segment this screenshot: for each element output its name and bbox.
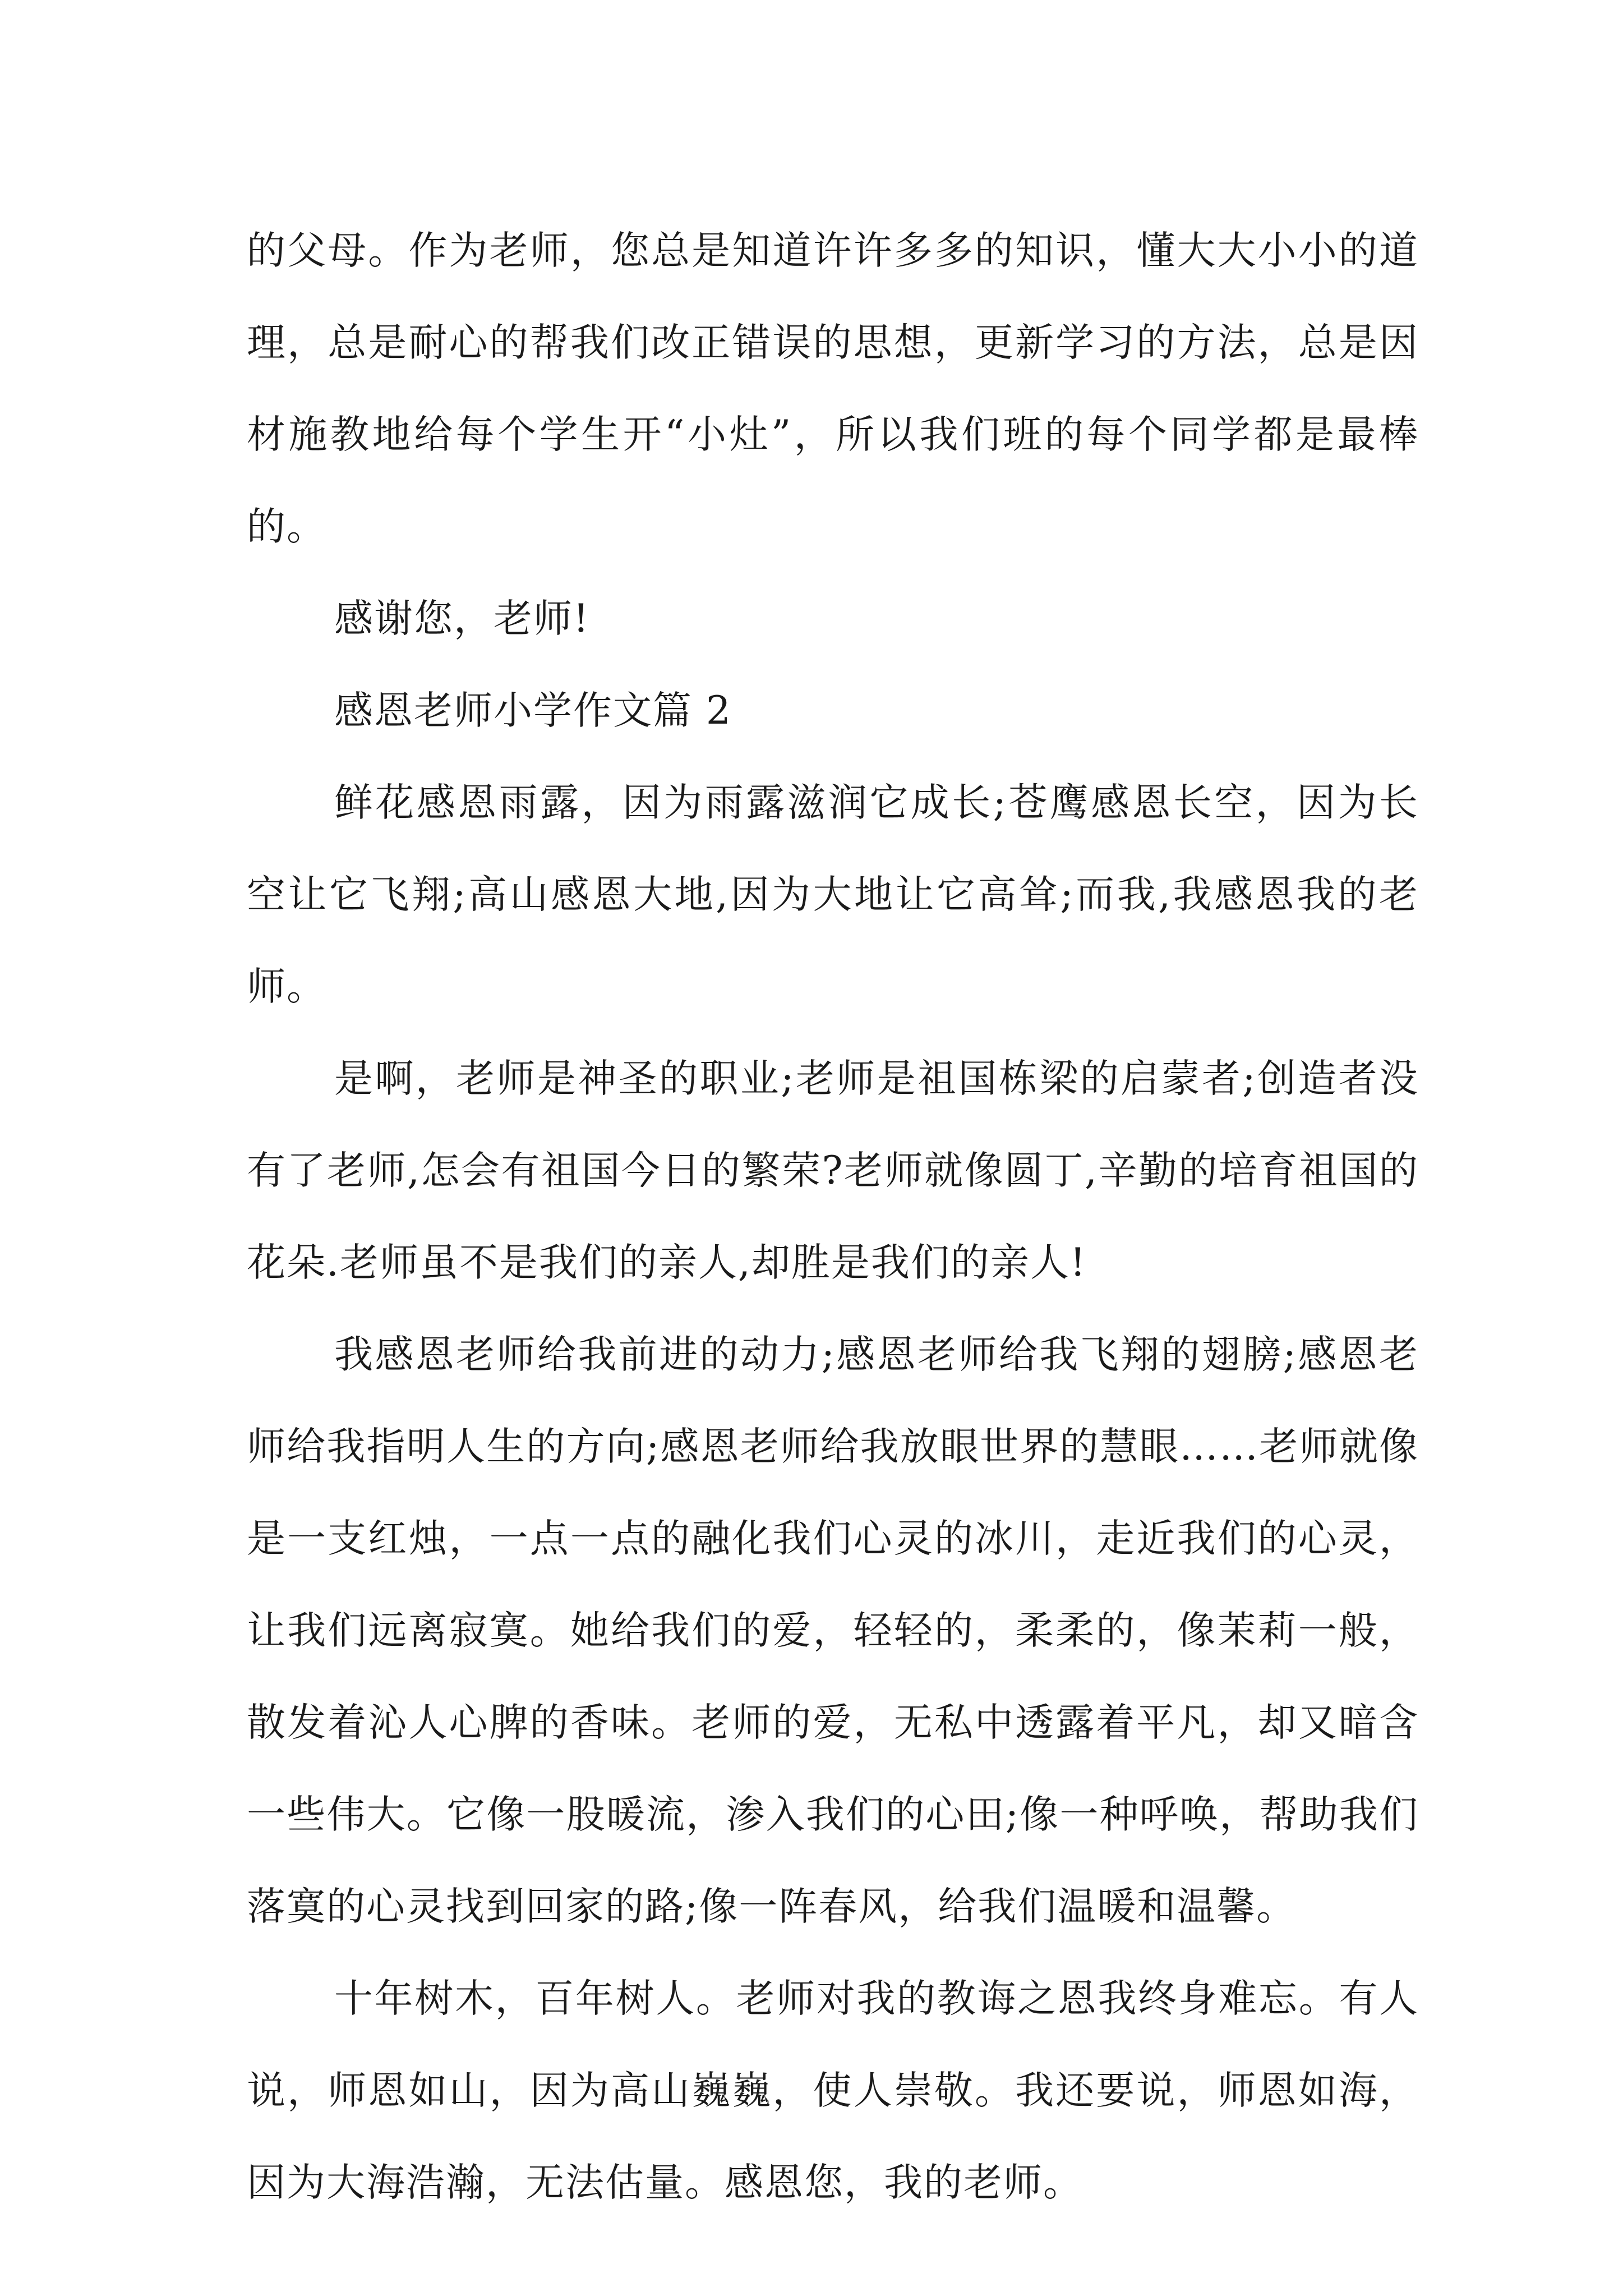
paragraph-3: 鲜花感恩雨露，因为雨露滋润它成长;苍鹰感恩长空，因为长空让它飞翔;高山感恩大地,因为大地让它高耸;而我,我感恩我的老师。 — [247, 780, 1419, 1009]
paragraph-2: 感谢您，老师! — [334, 596, 590, 641]
paragraph-1: 的父母。作为老师，您总是知道许许多多的知识，懂大大小小的道理，总是耐心的帮我们改正错误的思想，更新学习的方法，总是因材施教地给每个学生开“小灶”，所以我们班的每个同学都是最棒的。 — [247, 228, 1419, 549]
section-heading: 感恩老师小学作文篇 2 — [334, 688, 732, 733]
document-body — [247, 205, 1419, 2229]
paragraph-5: 我感恩老师给我前进的动力;感恩老师给我飞翔的翅膀;感恩老师给我指明人生的方向;感恩老师给我放眼世界的慧眼……老师就像是一支红烛，一点一点的融化我们心灵的冰川，走近我们的心灵，让我们远离寂寞。她给我们的爱，轻轻的，柔柔的，像茉莉一般，散发着沁人心脾的香味。老师的爱，无私中透露着平凡，却又暗含一些伟大。它像一股暖流，渗入我们的心田;像一种呼唤，帮助我们落寞的心灵找到回家的路;像一阵春风，给我们温暖和温馨。 — [247, 1332, 1419, 1929]
paragraph-4: 是啊，老师是神圣的职业;老师是祖国栋梁的启蒙者;创造者没有了老师,怎会有祖国今日的繁荣?老师就像圆丁,辛勤的培育祖国的花朵.老师虽不是我们的亲人,却胜是我们的亲人! — [247, 1056, 1419, 1285]
paragraph-6: 十年树木，百年树人。老师对我的教诲之恩我终身难忘。有人说，师恩如山，因为高山巍巍，使人崇敬。我还要说，师恩如海，因为大海浩瀚，无法估量。感恩您，我的老师。 — [247, 1976, 1419, 2205]
